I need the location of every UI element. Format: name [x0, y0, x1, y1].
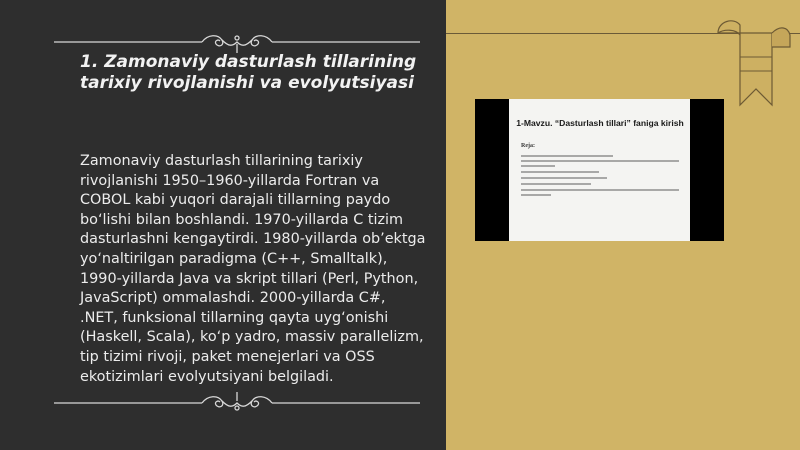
- slide-title: 1. Zamonaviy dasturlash tillarining tarixiy rivojlanishi va evolyutsiyasi: [80, 52, 417, 93]
- thumbnail-text-line: [521, 165, 555, 167]
- thumbnail-text-line: [521, 183, 591, 185]
- thumbnail-text-line: [521, 177, 607, 179]
- thumbnail-title: 1-Mavzu. “Dasturlash tillari” faniga kirish: [516, 118, 684, 128]
- slide-body-text: Zamonaviy dasturlash tillarining tarixiy rivojlanishi 1950–1960-yillarda Fortran va COBOL kabi yuqori darajali tillarning paydo bo‘lishi bilan boshlandi. 1970-yillarda C tizim dasturlashni kengaytirdi. 1980-yillarda ob’ektga yo‘naltirilgan paradigma (C++, Smalltalk), 1990-yillarda Java va skript tillari (Perl, Python, JavaScript) ommalashdi. 2000-yillarda C#, .NET, funksional tillarning qayta uyg‘onishi (Haskell, Scala), ko‘p yadro, massiv parallelizm, tip tizimi rivoji, paket menejerlari va OSS ekotizimlari evolyutsiyani belgiladi.: [80, 153, 426, 385]
- thumbnail-plan-label: Reja:: [521, 143, 535, 149]
- scroll-divider-icon: [52, 391, 422, 415]
- scroll-divider-icon: [52, 30, 422, 54]
- thumbnail-text-line: [521, 171, 599, 173]
- thumbnail-text-line: [521, 160, 679, 162]
- thumbnail-text-line: [521, 155, 613, 157]
- thumbnail-page: [509, 99, 690, 241]
- bookmark-ribbon-icon: [714, 17, 792, 107]
- slide-thumbnail: [475, 99, 724, 241]
- thumbnail-text-line: [521, 194, 551, 196]
- thumbnail-text-line: [521, 189, 679, 191]
